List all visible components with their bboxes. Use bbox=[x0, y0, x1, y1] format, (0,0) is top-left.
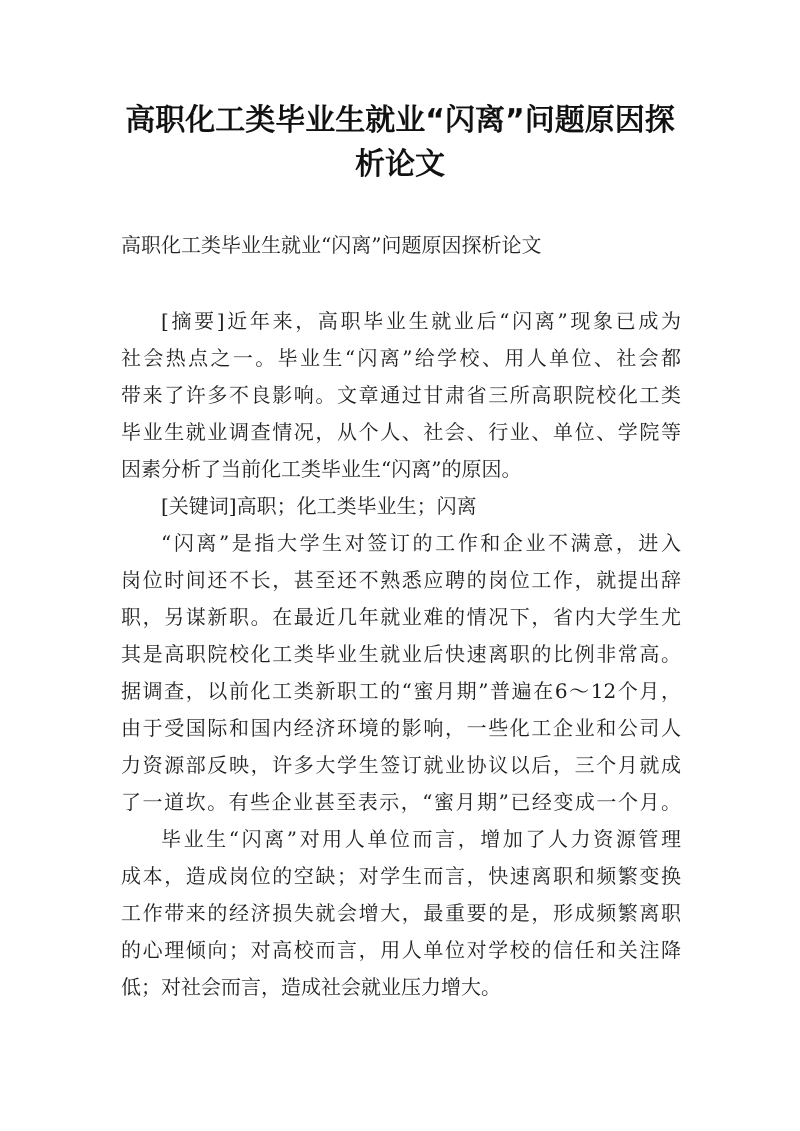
paragraph-1-line-5: 据调查，以前化工类新职工的“蜜月期”普遍在6～12个月， bbox=[121, 679, 681, 703]
paragraph-1-line-2: 岗位时间还不长，甚至还不熟悉应聘的岗位工作，就提出辞 bbox=[121, 568, 681, 592]
abstract-line-2: 社会热点之一。毕业生“闪离”给学校、用人单位、社会都 bbox=[121, 346, 681, 370]
paragraph-2-line-1: 毕业生“闪离”对用人单位而言，增加了人力资源管理 bbox=[161, 827, 681, 851]
paragraph-1-line-4: 其是高职院校化工类毕业生就业后快速离职的比例非常高。 bbox=[121, 642, 681, 666]
document-subtitle: 高职化工类毕业生就业“闪离”问题原因探析论文 bbox=[121, 233, 542, 257]
paragraph-1-line-1: “闪离”是指大学生对签订的工作和企业不满意，进入 bbox=[161, 531, 681, 555]
paragraph-1-line-3: 职，另谋新职。在最近几年就业难的情况下，省内大学生尤 bbox=[121, 605, 681, 629]
paragraph-1-line-7: 力资源部反映，许多大学生签订就业协议以后，三个月就成 bbox=[121, 753, 681, 777]
abstract-line-5: 因素分析了当前化工类毕业生“闪离”的原因。 bbox=[121, 457, 522, 481]
document-title-line-2: 析论文 bbox=[355, 147, 445, 182]
paragraph-2-line-5: 低；对社会而言，造成社会就业压力增大。 bbox=[121, 975, 501, 999]
paragraph-2-line-2: 成本，造成岗位的空缺；对学生而言，快速离职和频繁变换 bbox=[121, 864, 681, 888]
abstract-line-4: 毕业生就业调查情况，从个人、社会、行业、单位、学院等 bbox=[121, 420, 681, 444]
keywords-line: [关键词]高职；化工类毕业生；闪离 bbox=[161, 494, 477, 518]
document-title-line-1: 高职化工类毕业生就业“闪离”问题原因探 bbox=[125, 103, 675, 138]
abstract-line-1: [摘要]近年来，高职毕业生就业后“闪离”现象已成为 bbox=[161, 309, 681, 333]
paragraph-2-line-3: 工作带来的经济损失就会增大，最重要的是，形成频繁离职 bbox=[121, 901, 681, 925]
paragraph-1-line-6: 由于受国际和国内经济环境的影响，一些化工企业和公司人 bbox=[121, 716, 681, 740]
paragraph-2-line-4: 的心理倾向；对高校而言，用人单位对学校的信任和关注降 bbox=[121, 938, 681, 962]
abstract-line-3: 带来了许多不良影响。文章通过甘肃省三所高职院校化工类 bbox=[121, 383, 681, 407]
paragraph-1-line-8: 了一道坎。有些企业甚至表示，“蜜月期”已经变成一个月。 bbox=[121, 790, 681, 814]
